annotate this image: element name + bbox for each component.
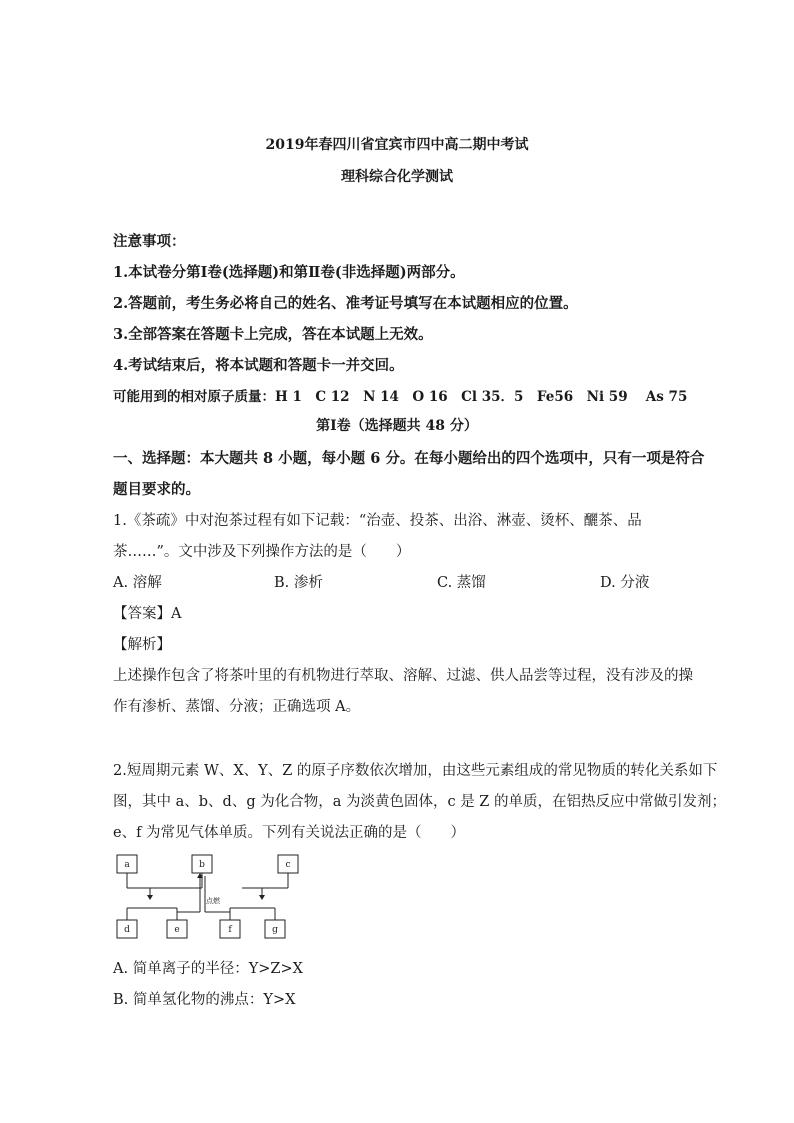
notice-item: 2.答题前，考生务必将自己的姓名、准考证号填写在本试题相应的位置。 bbox=[113, 295, 578, 312]
question-2-option-b: B. 简单氢化物的沸点：Y>X bbox=[113, 992, 296, 1008]
question-1-analysis: 作有渗析、蒸馏、分液；正确选项 A。 bbox=[113, 699, 361, 715]
box-e-label: e bbox=[174, 925, 180, 935]
question-1-answer: 【答案】A bbox=[113, 606, 182, 622]
question-1-option-d: D. 分液 bbox=[600, 575, 650, 591]
box-d-label: d bbox=[124, 925, 130, 935]
section-title: 第Ⅰ卷（选择题共 48 分） bbox=[316, 418, 478, 434]
box-b-label: b bbox=[199, 860, 205, 870]
condition-label: 点燃 bbox=[206, 897, 220, 905]
notice-item: 4.考试结束后，将本试题和答题卡一并交回。 bbox=[113, 357, 404, 374]
question-1-option-c: C. 蒸馏 bbox=[437, 575, 486, 591]
question-2-option-a: A. 简单离子的半径：Y>Z>X bbox=[113, 961, 303, 977]
question-1-stem: 茶……”。文中涉及下列操作方法的是（ ） bbox=[113, 544, 411, 560]
box-g-label: g bbox=[272, 925, 278, 935]
question-1-option-b: B. 渗析 bbox=[274, 575, 323, 591]
section-instruction: 一、选择题：本大题共 8 小题，每小题 6 分。在每小题给出的四个选项中，只有一项是符合 bbox=[113, 450, 705, 467]
exam-subtitle: 理科综合化学测试 bbox=[341, 169, 453, 185]
section-instruction: 题目要求的。 bbox=[113, 481, 200, 498]
notice-heading: 注意事项： bbox=[113, 233, 186, 250]
question-2-stem: 图，其中 a、b、d、g 为化合物，a 为淡黄色固体，c 是 Z 的单质，在铝热反应中常做引发剂； bbox=[113, 794, 726, 810]
question-1-analysis: 上述操作包含了将茶叶里的有机物进行萃取、溶解、过滤、供人品尝等过程，没有涉及的操 bbox=[113, 668, 693, 684]
conversion-diagram bbox=[112, 850, 312, 945]
question-1-analysis-heading: 【解析】 bbox=[113, 637, 171, 653]
box-c-label: c bbox=[285, 860, 291, 870]
question-2-stem: e、f 为常见气体单质。下列有关说法正确的是（ ） bbox=[113, 825, 466, 841]
atomic-masses: 可能用到的相对原子质量：H 1 C 12 N 14 O 16 Cl 35．5 Fe56 Ni 59 As 75 bbox=[113, 389, 688, 405]
box-a-label: a bbox=[124, 860, 130, 870]
box-f-label: f bbox=[228, 925, 232, 935]
exam-title: 2019年春四川省宜宾市四中高二期中考试 bbox=[265, 137, 529, 153]
notice-item: 3.全部答案在答题卡上完成，答在本试题上无效。 bbox=[113, 326, 433, 343]
notice-item: 1.本试卷分第Ⅰ卷(选择题)和第Ⅱ卷(非选择题)两部分。 bbox=[113, 264, 465, 281]
question-1-stem: 1.《茶疏》中对泡茶过程有如下记载：“治壶、投茶、出浴、淋壶、烫杯、釃茶、品 bbox=[113, 513, 642, 529]
question-1-option-a: A. 溶解 bbox=[113, 575, 162, 591]
question-2-stem: 2.短周期元素 W、X、Y、Z 的原子序数依次增加，由这些元素组成的常见物质的转化关系如下 bbox=[113, 763, 718, 779]
